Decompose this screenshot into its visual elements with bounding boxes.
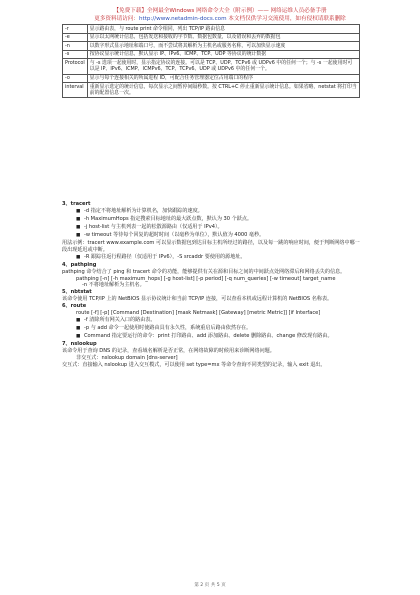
option-key: -r: [63, 25, 88, 34]
table-row: [63, 74, 360, 83]
paragraph: pathping 命令结合了 ping 和 tracert 命令的功能，能够提供有关在源和目标之间的中间跃点处网络滞后和网络丢失的信息。: [62, 268, 346, 275]
option-key: -s: [63, 50, 88, 59]
option-key: interval: [63, 83, 88, 98]
paragraph: ■ -j host-list 与主机列表一起的松散源路由（仅适用于 IPv4）。: [62, 224, 360, 232]
paragraph: 该命令用于查询 DNS 的记录，查看域名解析是否正常，在网络故障的时候用来诊断网络问题。: [62, 348, 275, 355]
document-header-title: 【免费下载】全网最全Windows 网络命令大全（附示例）—— 网络运维人员必备手册: [113, 8, 327, 14]
section-heading: 7、nslookup: [62, 341, 97, 348]
option-description: 以数字形式显示地址和端口号，而不尝试将其解析为主机名或服务名称，可以加快显示速度: [87, 42, 359, 51]
option-description: 显示路由表，与 route print 命令相同，列出 TCP/IP 路由信息: [87, 25, 359, 34]
paragraph: ■ -d 指定不将地址解析为计算机名，加快跟踪的速度。: [62, 208, 360, 216]
section-heading: 5、nbtstat: [62, 289, 92, 296]
paragraph: ■ -f 清除所有网关入口的路由表。: [62, 317, 360, 325]
section-heading: 6、route: [62, 303, 87, 310]
header-suffix: 本文档仅供学习交流使用，如有侵权请联系删除: [226, 16, 346, 22]
paragraph: 用法示例：tracert www.example.com 可以显示数据包到达目标主机所经过的路径，以及每一跳的响应时间，便于判断网络中哪一段出现延迟或中断。: [62, 239, 360, 253]
option-key: -o: [63, 74, 88, 83]
table-row: [63, 25, 360, 34]
document-body: [62, 201, 360, 369]
paragraph: ■ -p 与 add 命令一起使用时使路由具有永久性，系统重启后路由依然存在。: [62, 325, 360, 333]
header-link[interactable]: http://www.netadmin-docs.com: [138, 16, 227, 22]
paragraph: ■ Command 指定要运行的命令：print 打印路由、add 添加路由、delete 删除路由、change 修改现有路由。: [62, 333, 360, 341]
table-row: [63, 42, 360, 51]
paragraph: pathping [-n] [-h maximum_hops] [-g host-list] [-p period] [-q num_queries] [-w timeout] target_name: [76, 275, 336, 282]
paragraph: ■ -w timeout 等待每个回复的超时时间（以毫秒为单位），默认值为 4000 毫秒。: [62, 232, 360, 240]
paragraph: ■ -R 跟踪往返行程路径（仅适用于 IPv6），-S srcaddr 要使用的源地址。: [62, 254, 360, 262]
document-header-subtitle: [60, 15, 380, 23]
section-heading: 4、pathping: [62, 261, 97, 268]
paragraph: -n 不将地址解析为主机名。: [82, 282, 145, 289]
table-row: [63, 59, 360, 74]
section-heading: 3、tracert: [62, 201, 91, 207]
option-key: -e: [63, 33, 88, 42]
option-key: Protocol: [63, 59, 88, 74]
page-number: 第 2 页 共 5 页: [194, 583, 226, 588]
options-table: [62, 24, 360, 98]
option-key: -n: [63, 42, 88, 51]
paragraph: 非交互式：nslookup domain [dns-server]: [76, 355, 178, 362]
option-description: 显示与每个连接相关的所属进程 ID，可配合任务管理器定位占用端口的程序: [87, 74, 359, 83]
option-description: 显示以太网统计信息，包括发送和接收的字节数、数据包数量，以及错误和丢弃的数据包: [87, 33, 359, 42]
table-row: [63, 83, 360, 98]
table-row: [63, 50, 360, 59]
paragraph: 该命令使用 TCP/IP 上的 NetBIOS 显示协议统计和当前 TCP/IP 连接，可以查看本机或远程计算机的 NetBIOS 名称表。: [62, 296, 333, 303]
header-prefix: 更多资料请访问：: [94, 16, 139, 22]
option-description: 按协议显示统计信息，默认显示 IP、IPv6、ICMP、TCP、UDP 等协议的统计数据: [87, 50, 359, 59]
paragraph: route [-f] [-p] [Command [Destination] [mask Netmask] [Gateway] [metric Metric]] [if Interface]: [76, 310, 321, 317]
table-row: [63, 33, 360, 42]
option-description: 与 -s 选项一起使用时，显示指定协议的连接。可以是 TCP、UDP、TCPv6 或 UDPv6 中的任何一个；与 -s 一起使用时可以是 IP、IPv6、ICMP、ICMPv6、TCP、TCPv6、UDP 或 UDPv6 中的任何一个。: [87, 59, 359, 74]
option-description: 重新显示选定的统计信息，每次显示之间暂停间隔秒数。按 CTRL+C 停止重新显示统计信息。如果省略，netstat 将打印当前的配置信息一次。: [87, 83, 359, 98]
paragraph: 交互式：直接输入 nslookup 进入交互模式，可以使用 set type=mx 等命令查询不同类型的记录，输入 exit 退出。: [62, 361, 326, 368]
paragraph: ■ -h MaximumHops 指定搜索目标地址的最大跃点数，默认为 30 个跃点。: [62, 216, 360, 224]
